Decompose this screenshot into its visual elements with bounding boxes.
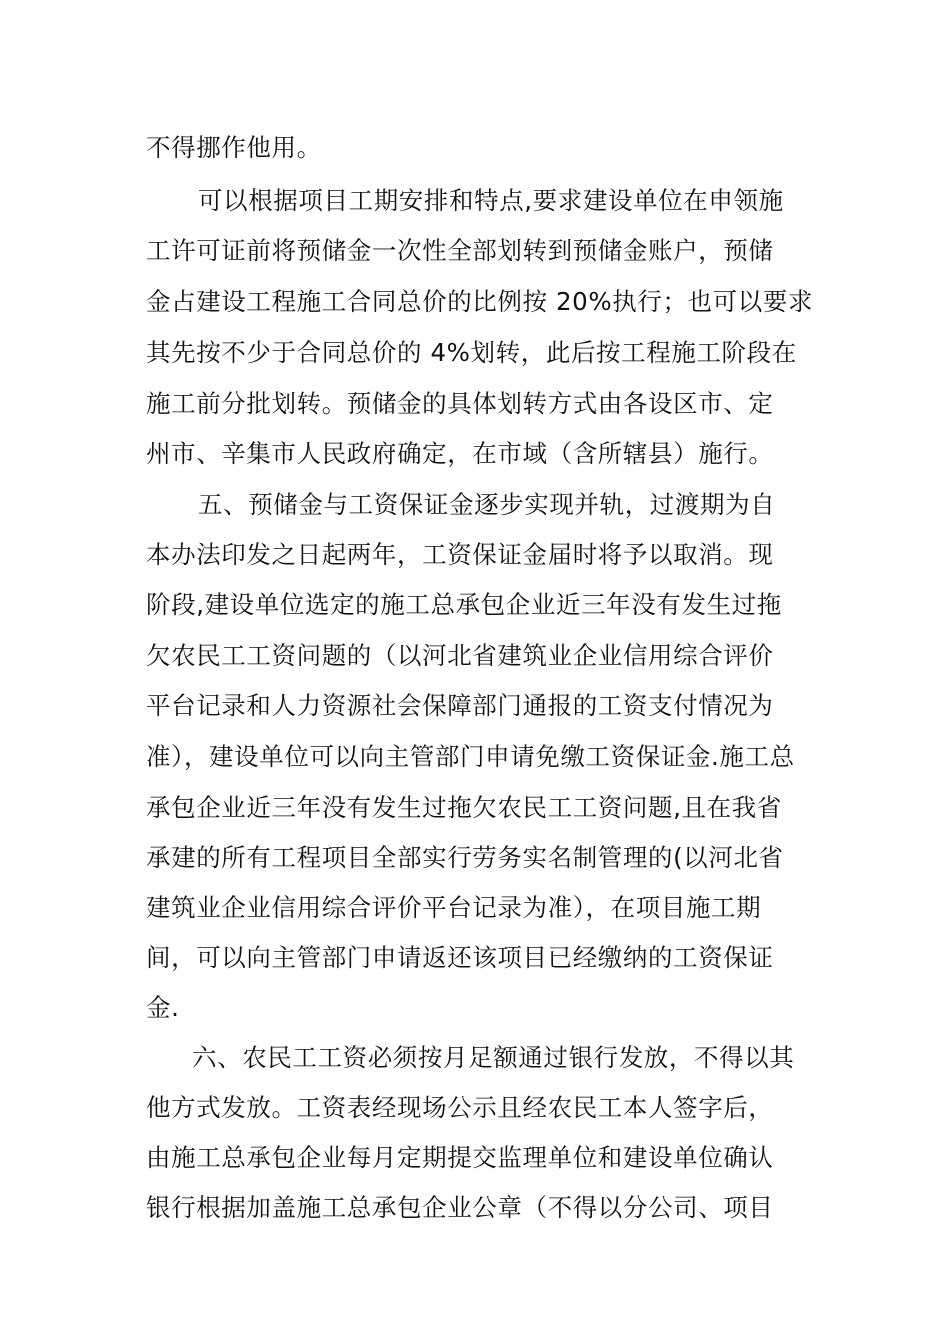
text-line-3: 工许可证前将预储金一次性全部划转到预储金账户，预储 [146, 236, 774, 265]
text-line-13: 准），建设单位可以向主管部门申请免缴工资保证金.施工总 [146, 742, 795, 771]
text-line-11: 欠农民工工资问题的（以河北省建筑业企业信用综合评价 [146, 641, 774, 670]
text-line-5: 其先按不少于合同总价的 4%划转，此后按工程施工阶段在 [146, 338, 797, 367]
text-line-7: 州市、辛集市人民政府确定，在市域（含所辖县）施行。 [146, 439, 774, 468]
text-line-2: 可以根据项目工期安排和特点,要求建设单位在申领施 [198, 186, 784, 215]
text-line-8: 五、预储金与工资保证金逐步实现并轨，过渡期为自 [198, 490, 776, 519]
text-line-20: 他方式发放。工资表经现场公示且经农民工本人签字后， [146, 1093, 774, 1122]
text-line-1: 不得挪作他用。 [146, 133, 322, 162]
text-line-17: 间，可以向主管部门申请返还该项目已经缴纳的工资保证 [146, 943, 774, 972]
text-line-10: 阶段,建设单位选定的施工总承包企业近三年没有发生过拖 [146, 590, 782, 619]
text-line-9: 本办法印发之日起两年，工资保证金届时将予以取消。现 [146, 540, 774, 569]
text-line-22: 银行根据加盖施工总承包企业公章（不得以分公司、项目 [146, 1193, 774, 1222]
text-line-15: 承建的所有工程项目全部实行劳务实名制管理的(以河北省 [146, 843, 784, 872]
text-line-4: 金占建设工程施工合同总价的比例按 20%执行；也可以要求 [146, 287, 814, 316]
text-line-19: 六、农民工工资必须按月足额通过银行发放，不得以其 [192, 1043, 795, 1072]
text-line-16: 建筑业企业信用综合评价平台记录为准），在项目施工期 [146, 893, 762, 922]
text-line-6: 施工前分批划转。预储金的具体划转方式由各设区市、定 [146, 389, 774, 418]
text-line-18: 金. [146, 993, 180, 1022]
text-line-12: 平台记录和人力资源社会保障部门通报的工资支付情况为 [146, 691, 774, 720]
text-line-14: 承包企业近三年没有发生过拖欠农民工工资问题,且在我省 [146, 793, 782, 822]
text-line-21: 由施工总承包企业每月定期提交监理单位和建设单位确认 [146, 1143, 774, 1172]
